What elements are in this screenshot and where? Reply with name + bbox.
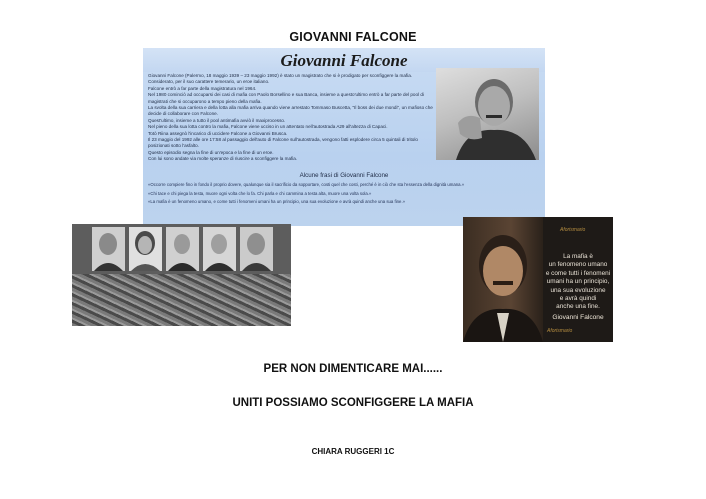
bio-paragraph: Con lui sono andate via molte speranze di riuscire a sconfiggere la mafia. [148,156,298,162]
victim-photo [203,227,236,271]
victim-photo [166,227,199,271]
aphorism-quote-line: e avrà quindi [559,295,597,303]
motorway-wreckage-photo [72,274,291,326]
victim-photo [240,227,273,271]
bio-paragraph: Questo episodio segna la fine di un'epoca e la fine di un eroe. [148,149,274,155]
aphorism-quote-line: La mafia è [563,253,593,260]
bio-heading: Giovanni Falcone [280,51,408,70]
bio-paragraph: La svolta della sua carriera e della lotta alla mafia arriva quando viene arrestato Tommaso Buscetta, "Il boss dei due mondi", un mafioso che decide di collaborare con Falcone. [148,105,433,117]
aphorism-quote-line: una sua evoluzione [550,286,606,294]
quotes-heading: Alcune frasi di Giovanni Falcone [299,172,389,179]
falcone-portrait-photo [436,68,539,160]
bio-panel [143,48,545,226]
aphorism-card [463,217,613,342]
aphorism-quote [543,253,613,312]
author-credit: CHIARA RUGGERI 1C [311,447,395,456]
page-title: GIOVANNI FALCONE [289,30,417,44]
bio-paragraph: Totò Riina assegnò l'incarico di uccidere Falcone a Giovanni Brusca. [148,130,288,136]
victim-photo [129,227,162,271]
aphorism-quote-line: anche una fine. [556,303,600,311]
aphorism-quote-line: e come tutti i fenomeni [545,269,611,277]
bio-paragraph: Nel pieno della sua lotta contro la mafia, Falcone viene ucciso in un attentato nell'autostrada A29 all'altezza di Capaci. [148,124,388,130]
aphorismario-brand: Aforismario [547,328,573,334]
slogan-line-1: PER NON DIMENTICARE MAI...... [263,363,443,375]
quote-item: «Chi tace e chi piega la testa, muore ogni volta che lo fa. Chi parla e chi cammina a testa alta, muore una volta sola.» [148,190,372,196]
capaci-victims-collage [72,224,291,326]
quotes-list [148,182,540,208]
victim-photo [92,227,125,271]
bio-paragraph: Quest'ultimo, insieme a tutto il pool antimafia avviò il maxiprocesso. [148,117,286,123]
quote-item: «Occorre compiere fino in fondo il proprio dovere, qualunque sia il sacrificio da sopportare, costi quel che costi, perché è in ciò che sta l'essenza della dignità umana.» [148,182,465,187]
aphorismario-brand: Aforismario [560,227,586,233]
bio-text [148,73,433,163]
falcone-smoking-photo [463,217,543,342]
quote-item: «La mafia è un fenomeno umano, e come tutti i fenomeni umani ha un principio, una sua evoluzione e avrà quindi anche una sua fine.» [148,199,406,205]
bio-paragraph: Nel 1980 cominciò ad occuparsi dei casi di mafia con Paolo Borsellino e sua Banca, insieme a questo'ultimo entrò a far parte del pool di magistrati che si occuparono a tempo pieno della mafia. [148,92,424,104]
aphorism-author: Giovanni Falcone [552,314,604,321]
bio-paragraph: Falcone entrò a far parte della magistratura nel 1964. [148,85,257,91]
bio-paragraph: Giovanni Falcone (Palermo, 18 maggio 1939 – 23 maggio 1992) è stato un magistrato che si è prodigato per sconfiggere la mafia. Considerato, per il suo carattere temerario, un eroe italiano. [148,73,413,85]
slogan-line-2: UNITI POSSIAMO SCONFIGGERE LA MAFIA [232,397,474,409]
aphorism-quote-line: umani ha un principio, [546,278,610,286]
aphorism-quote-line: un fenomeno umano [548,261,608,269]
bio-paragraph: Il 23 maggio del 1992 alle ore 17:58 al passaggio dell'auto di Falcone sull'autostrada, vengono fatti esplodere circa 5 quintali di tritolo posizionati sotto l'asfalto. [148,137,418,149]
